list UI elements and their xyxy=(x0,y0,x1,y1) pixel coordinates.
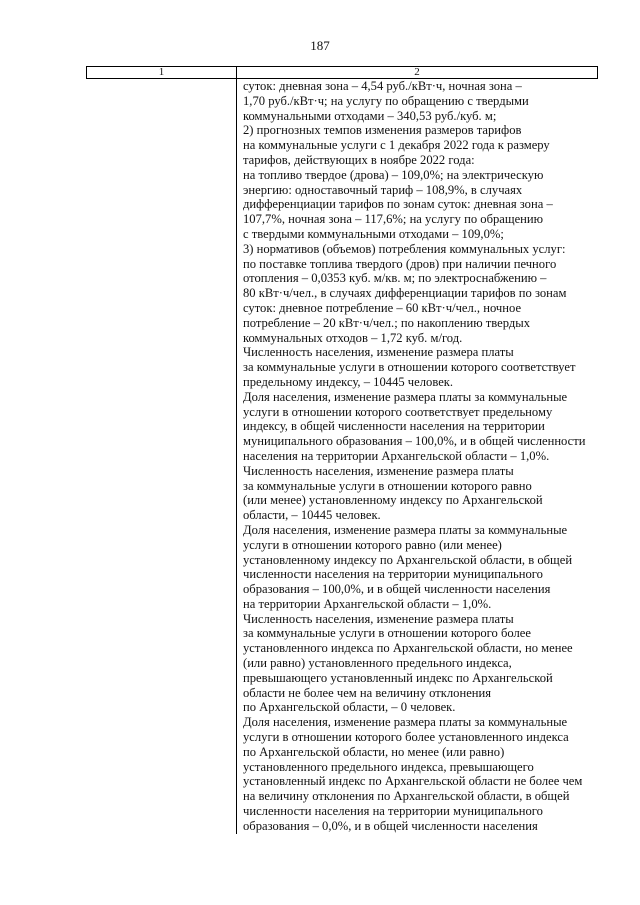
column-2-cell xyxy=(237,79,598,834)
text-line: Численность населения, изменение размера платы xyxy=(243,611,514,626)
cell-text xyxy=(237,79,598,834)
text-line: 80 кВт·ч/чел., в случаях дифференциации тарифов по зонам xyxy=(243,286,567,301)
text-line: за коммунальные услуги в отношении которого равно xyxy=(243,478,532,493)
text-line: по Архангельской области, но менее (или равно) xyxy=(243,744,505,759)
text-line: на территории Архангельской области – 1,0%. xyxy=(243,596,492,611)
document-table xyxy=(86,66,598,834)
text-line: индексу, в общей численности населения на территории xyxy=(243,419,545,434)
text-line: за коммунальные услуги в отношении которого соответствует xyxy=(243,360,576,375)
text-line: коммунальными отходами – 340,53 руб./куб. м; xyxy=(243,108,497,123)
text-line: численности населения на территории муниципального xyxy=(243,804,543,819)
text-line: суток: дневная зона – 4,54 руб./кВт·ч, ночная зона – xyxy=(243,79,522,93)
text-line: Численность населения, изменение размера платы xyxy=(243,463,514,478)
text-line: 2) прогнозных темпов изменения размеров тарифов xyxy=(243,123,522,138)
text-line: образования – 100,0%, и в общей численности населения xyxy=(243,582,551,597)
column-2-header: 2 xyxy=(237,67,598,79)
text-line: предельному индексу, – 10445 человек. xyxy=(243,374,454,389)
text-line: (или менее) установленному индексу по Архангельской xyxy=(243,493,543,508)
text-line: 3) нормативов (объемов) потребления коммунальных услуг: xyxy=(243,241,566,256)
text-line: потребление – 20 кВт·ч/чел.; по накоплению твердых xyxy=(243,315,531,330)
text-line: области не более чем на величину отклонения xyxy=(243,685,492,700)
text-line: услуги в отношении которого равно (или менее) xyxy=(243,537,502,552)
text-line: тарифов, действующих в ноябре 2022 года: xyxy=(243,152,475,167)
text-line: услуги в отношении которого соответствует предельному xyxy=(243,404,553,419)
text-line: Доля населения, изменение размера платы за коммунальные xyxy=(243,522,568,537)
text-line: 107,7%, ночная зона – 117,6%; на услугу по обращению xyxy=(243,212,544,227)
text-line: (или равно) установленного предельного индекса, xyxy=(243,656,512,671)
text-line: отопления – 0,0353 куб. м/кв. м; по электроснабжению – xyxy=(243,271,547,286)
table-header-row xyxy=(87,67,598,79)
page-number: 187 xyxy=(310,38,330,53)
text-line: за коммунальные услуги в отношении которого более xyxy=(243,626,531,641)
text-line: установленный индекс по Архангельской области не более чем xyxy=(243,774,583,789)
text-line: установленному индексу по Архангельской области, в общей xyxy=(243,552,573,567)
column-1-header: 1 xyxy=(87,67,237,79)
text-line: превышающего установленный индекс по Архангельской xyxy=(243,670,553,685)
text-line: 1,70 руб./кВт·ч; на услугу по обращению с твердыми xyxy=(243,93,529,108)
text-line: энергию: одноставочный тариф – 108,9%, в случаях xyxy=(243,182,523,197)
text-line: Доля населения, изменение размера платы за коммунальные xyxy=(243,389,568,404)
text-line: численности населения на территории муниципального xyxy=(243,567,543,582)
text-line: Доля населения, изменение размера платы за коммунальные xyxy=(243,715,568,730)
text-line: установленного предельного индекса, превышающего xyxy=(243,759,534,774)
text-line: услуги в отношении которого более установленного индекса xyxy=(243,730,569,745)
text-line: по Архангельской области, – 0 человек. xyxy=(243,700,456,715)
text-line: Численность населения, изменение размера платы xyxy=(243,345,514,360)
text-line: по поставке топлива твердого (дров) при наличии печного xyxy=(243,256,557,271)
text-line: суток: дневное потребление – 60 кВт·ч/чел., ночное xyxy=(243,300,522,315)
text-line: на топливо твердое (дрова) – 109,0%; на электрическую xyxy=(243,167,544,182)
text-line: населения на территории Архангельской области – 1,0%. xyxy=(243,448,550,463)
text-line: с твердыми коммунальными отходами – 109,0%; xyxy=(243,226,504,241)
text-line: на коммунальные услуги с 1 декабря 2022 года к размеру xyxy=(243,138,550,153)
text-line: образования – 0,0%, и в общей численности населения xyxy=(243,818,538,833)
column-1-cell xyxy=(87,79,237,834)
text-line: муниципального образования – 100,0%, и в общей численности xyxy=(243,434,586,449)
table-body-row xyxy=(87,79,598,834)
text-line: коммунальных отходов – 1,72 куб. м/год. xyxy=(243,330,463,345)
text-line: области, – 10445 человек. xyxy=(243,508,381,523)
text-line: установленного индекса по Архангельской области, но менее xyxy=(243,641,573,656)
text-line: дифференциации тарифов по зонам суток: дневная зона – xyxy=(243,197,553,212)
text-line: на величину отклонения по Архангельской области, в общей xyxy=(243,789,570,804)
